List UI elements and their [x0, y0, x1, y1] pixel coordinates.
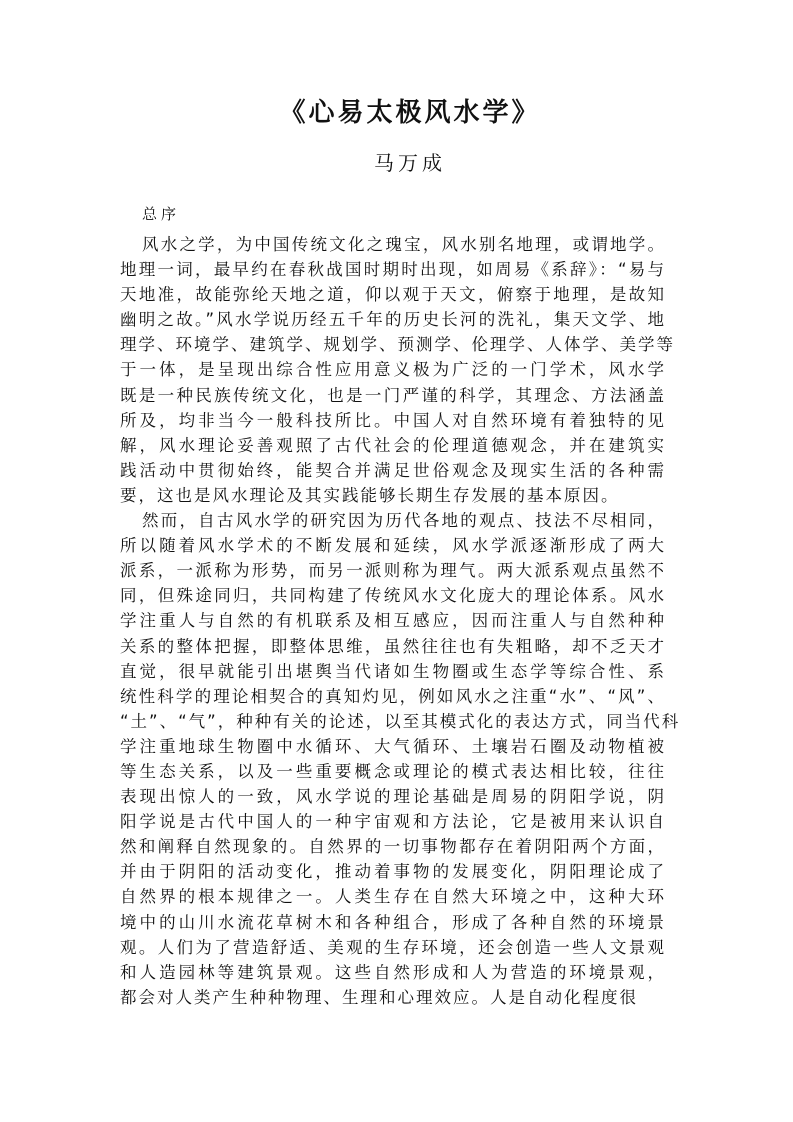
paragraph-line: 观。人们为了营造舒适、美观的生存环境，还会创造一些人文景观 [120, 937, 666, 957]
paragraph-line: 阳学说是古代中国人的一种宇宙观和方法论，它是被用来认识自 [120, 812, 666, 832]
paragraph-line: 并由于阴阳的活动变化，推动着事物的发展变化，阴阳理论成了 [120, 862, 666, 882]
paragraph [120, 232, 675, 508]
paragraph-line: 然而，自古风水学的研究因为历代各地的观点、技法不尽相同， [142, 511, 666, 531]
paragraph-line: 和人造园林等建筑景观。这些自然形成和人为营造的环境景观， [120, 962, 666, 982]
paragraph-line: 学注重人与自然的有机联系及相互感应，因而注重人与自然种种 [120, 611, 666, 631]
paragraph-line: 要，这也是风水理论及其实践能够长期生存发展的基本原因。 [120, 485, 620, 505]
paragraph-line: “土”、“气”，种种有关的论述，以至其模式化的表达方式，同当代科 [120, 711, 681, 731]
section-heading: 总序 [142, 205, 181, 223]
paragraph-line: 风水之学，为中国传统文化之瑰宝，风水别名地理，或谓地学。 [142, 235, 666, 254]
paragraph-line: 表现出惊人的一致，风水学说的理论基础是周易的阴阳学说，阴 [120, 787, 666, 807]
paragraph-line: 等生态关系，以及一些重要概念或理论的模式表达相比较，往往 [120, 761, 666, 781]
paragraph-line: 所及，均非当今一般科技所比。中国人对自然环境有着独特的见 [120, 410, 666, 430]
paragraph-line: 天地准，故能弥纶天地之道，仰以观于天文，俯察于地理，是故知 [120, 285, 666, 305]
paragraph-line: 直觉，很早就能引出堪舆当代诸如生物圈或生态学等综合性、系 [120, 661, 666, 681]
paragraph-line: 然和阐释自然现象的。自然界的一切事物都存在着阴阳两个方面， [120, 837, 666, 857]
paragraph-line: 解，风水理论妥善观照了古代社会的伦理道德观念，并在建筑实 [120, 435, 666, 455]
paragraph-line: 都会对人类产生种种物理、生理和心理效应。人是自动化程度很 [120, 987, 638, 1007]
paragraph-line: 同，但殊途同归，共同构建了传统风水文化庞大的理论体系。风水 [120, 586, 666, 606]
paragraph-line: 于一体，是呈现出综合性应用意义极为广泛的一门学术，风水学 [120, 360, 666, 380]
document-title: 《心易太极风水学》 [279, 98, 541, 128]
paragraph-line: 幽明之故。”风水学说历经五千年的历史长河的洗礼，集天文学、地 [120, 310, 666, 330]
paragraph-line: 自然界的根本规律之一。人类生存在自然大环境之中，这种大环 [120, 887, 666, 907]
paragraph-line: 既是一种民族传统文化，也是一门严谨的科学，其理念、方法涵盖 [120, 385, 666, 405]
paragraph-line: 统性科学的理论相契合的真知灼见，例如风水之注重“水”、“风”、 [120, 686, 666, 706]
paragraph [120, 508, 681, 1010]
document-author: 马万成 [374, 151, 446, 175]
paragraph-line: 关系的整体把握，即整体思维，虽然往往也有失粗略，却不乏天才 [120, 636, 666, 656]
paragraph-line: 理学、环境学、建筑学、规划学、预测学、伦理学、人体学、美学等 [120, 335, 675, 355]
paragraph-line: 境中的山川水流花草树木和各种组合，形成了各种自然的环境景 [120, 912, 666, 932]
paragraph-line: 所以随着风水学术的不断发展和延续，风水学派逐渐形成了两大 [120, 536, 666, 556]
paragraph-line: 践活动中贯彻始终，能契合并满足世俗观念及现实生活的各种需 [120, 460, 666, 480]
paragraph-line: 学注重地球生物圈中水循环、大气循环、土壤岩石圈及动物植被 [120, 736, 666, 756]
paragraph-line: 地理一词，最早约在春秋战国时期时出现，如周易《系辞》：“易与 [120, 260, 666, 280]
paragraph-line: 派系，一派称为形势，而另一派则称为理气。两大派系观点虽然不 [120, 561, 666, 581]
document-body [120, 232, 681, 1010]
